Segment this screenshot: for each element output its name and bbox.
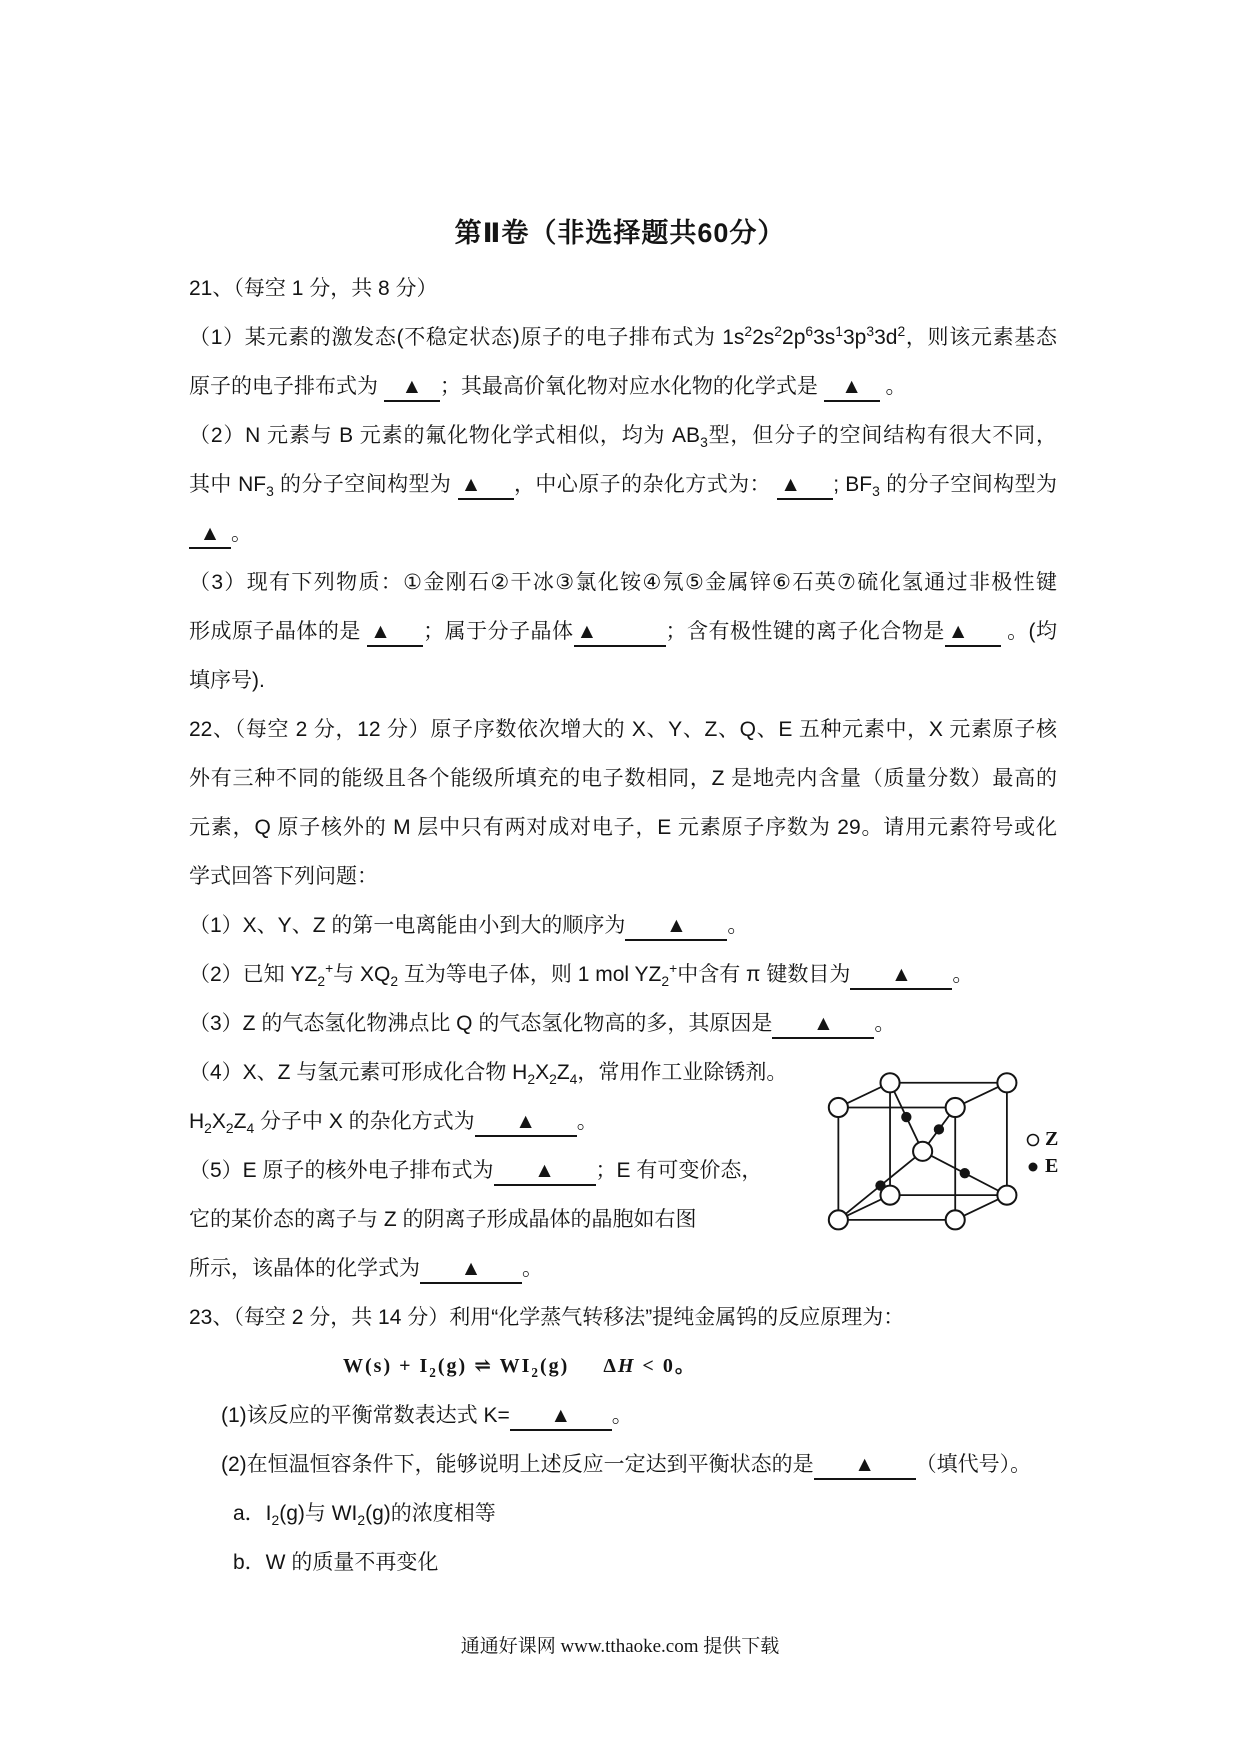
- q21-heading: [189, 264, 1057, 313]
- answer-blank: ▲: [945, 619, 1001, 647]
- corner-atom-z: [946, 1210, 965, 1229]
- text-run: (g)的浓度相等: [365, 1502, 496, 1525]
- section-title: 第Ⅱ卷（非选择题共60分）: [454, 218, 786, 248]
- crystal-cell-figure: [826, 1068, 1026, 1238]
- text-run: 的分子空间构型为: [273, 473, 458, 496]
- text-run: （3）现有下列物质：①金刚石②干冰③氯化铵④氖⑤金属锌⑥石英⑦硫化氢通过非极性键: [189, 571, 1057, 594]
- unit-cell-diagram: [826, 1068, 1026, 1238]
- superscript: 1: [835, 323, 843, 339]
- q23-reaction-equation: [189, 1342, 1057, 1391]
- text-run: W(s) + I: [343, 1355, 430, 1377]
- corner-atom-z: [997, 1073, 1016, 1092]
- text-run: 原子的电子排布式为: [189, 375, 384, 398]
- text-run: 它的某价态的离子与 Z 的阴离子形成晶体的晶胞如右图: [189, 1208, 697, 1231]
- subscript: 2: [225, 1120, 234, 1137]
- text-run: X: [535, 1061, 550, 1084]
- text-run: 学式回答下列问题：: [189, 865, 378, 888]
- answer-blank: ▲: [367, 619, 423, 647]
- corner-atom-z: [829, 1098, 848, 1117]
- atom-e: [901, 1112, 911, 1122]
- text-run: 与 XQ: [333, 963, 391, 986]
- text-run: H: [189, 1110, 205, 1133]
- text-run: 所示，该晶体的化学式为: [189, 1257, 420, 1280]
- text-run: 元素，Q 原子核外的 M 层中只有两对成对电子，E 元素原子序数为 29。请用元素符号或化: [189, 816, 1057, 839]
- legend-label: Z: [1045, 1128, 1059, 1150]
- text-run: ；属于分子晶体: [423, 620, 574, 643]
- answer-blank: ▲: [574, 619, 666, 647]
- subscript: 2: [317, 973, 326, 990]
- answer-blank: ▲: [772, 1011, 874, 1039]
- page-footer: 通通好课网 www.tthaoke.com 提供下载: [460, 1636, 780, 1657]
- text-run: 2p: [782, 326, 806, 349]
- superscript: 2: [774, 323, 783, 339]
- legend-item-e: [1026, 1153, 1070, 1180]
- subscript: 2: [429, 1365, 438, 1380]
- text-run: 22、（每空 2 分，12 分）原子序数依次增大的 X、Y、Z、Q、E 五种元素中，X 元素原子核: [189, 718, 1057, 741]
- text-run: 。: [611, 1404, 633, 1427]
- superscript: +: [669, 960, 678, 976]
- open-circle-icon: [1026, 1133, 1040, 1147]
- subscript: 3: [872, 483, 880, 500]
- text-run: ，则该元素基态: [905, 326, 1058, 349]
- text-run: （填代号）。: [915, 1453, 1032, 1476]
- answer-blank: ▲: [625, 913, 727, 941]
- answer-blank: ▲: [189, 521, 231, 549]
- text-run: ，中心原子的杂化方式为：: [513, 473, 778, 496]
- text-run: （1）某元素的激发态(不稳定状态)原子的电子排布式为 1s: [189, 326, 745, 349]
- text-run: 。: [879, 375, 907, 398]
- subscript: 3: [700, 434, 708, 451]
- atom-e: [934, 1124, 944, 1134]
- text-run: (1)该反应的平衡常数表达式 K=: [221, 1404, 510, 1427]
- q22-intro-line1: [189, 705, 1057, 754]
- filled-circle-icon: [1026, 1160, 1040, 1174]
- q21-part2-line2: [189, 460, 1057, 509]
- q23-part2-line: [189, 1440, 1057, 1489]
- q23-part1-line: [189, 1391, 1057, 1440]
- figure-legend: [1026, 1126, 1070, 1180]
- superscript: +: [325, 960, 334, 976]
- subscript: 3: [266, 483, 274, 500]
- z-atoms: [829, 1073, 1017, 1229]
- text-run: 中含有 π 键数目为: [677, 963, 851, 986]
- text-run: ; BF: [833, 473, 873, 496]
- text-run: ；其最高价氧化物对应水化物的化学式是: [439, 375, 824, 398]
- text-run: 。: [952, 963, 974, 986]
- text-run: 型，但分子的空间结构有很大不同，: [707, 424, 1058, 447]
- text-run: 。: [231, 522, 252, 545]
- text-run: Δ: [603, 1355, 618, 1377]
- answer-blank: ▲: [475, 1109, 577, 1137]
- answer-blank: ▲: [510, 1403, 612, 1431]
- subscript: 2: [531, 1365, 540, 1380]
- text-run: 互为等电子体，则 1 mol YZ: [398, 963, 662, 986]
- text-run: 3d: [874, 326, 898, 349]
- legend-item-z: [1026, 1126, 1070, 1153]
- text-run: （2）已知 YZ: [189, 963, 318, 986]
- atom-e: [875, 1180, 885, 1190]
- text-run: 。: [522, 1257, 543, 1280]
- subscript: 4: [569, 1071, 578, 1088]
- text-run: 21、（每空 1 分，共 8 分）: [189, 277, 438, 300]
- q21-part3-line1: [189, 558, 1057, 607]
- answer-blank: ▲: [814, 1452, 916, 1480]
- text-run: 其中 NF: [189, 473, 267, 496]
- text-run: b．W 的质量不再变化: [233, 1551, 439, 1574]
- text-run: 填序号).: [189, 669, 265, 692]
- q21-part3-line2: [189, 607, 1057, 656]
- text-run: 3p: [843, 326, 867, 349]
- q21-part3-line3: [189, 656, 1057, 705]
- text-run: 。: [727, 914, 749, 937]
- text-run: 的分子空间构型为: [879, 473, 1057, 496]
- q22-part5-line3: [189, 1244, 1057, 1293]
- q22-intro-line2: [189, 754, 1057, 803]
- q21-part2-line1: [189, 411, 1057, 460]
- text-run: 。: [874, 1012, 896, 1035]
- subscript: 2: [661, 973, 670, 990]
- text-run: X: [211, 1110, 226, 1133]
- answer-blank: ▲: [494, 1158, 596, 1186]
- legend-label: E: [1045, 1155, 1059, 1177]
- corner-atom-z: [997, 1186, 1016, 1205]
- answer-blank: ▲: [824, 374, 880, 402]
- text-run: ，常用作工业除锈剂。: [577, 1061, 788, 1084]
- text-run: （1）X、Y、Z 的第一电离能由小到大的顺序为: [189, 914, 626, 937]
- equation-reaction: [343, 1355, 570, 1380]
- subscript: 2: [357, 1512, 366, 1529]
- superscript: 2: [897, 323, 906, 339]
- subscript: 2: [527, 1071, 536, 1088]
- q23-heading: [189, 1293, 1057, 1342]
- text-run: 23、（每空 2 分，共 14 分）利用“化学蒸气转移法”提纯金属钨的反应原理为：: [189, 1306, 905, 1329]
- answer-blank: ▲: [777, 472, 833, 500]
- answer-blank: ▲: [458, 472, 514, 500]
- text-run: 分子中 X 的杂化方式为: [254, 1110, 475, 1133]
- text-run: < 0。: [635, 1355, 697, 1377]
- q21-part1-line1: [189, 313, 1057, 362]
- q22-intro-line4: [189, 852, 1057, 901]
- q22-part3-line: [189, 999, 1057, 1048]
- equation-enthalpy: [603, 1355, 697, 1377]
- corner-atom-z: [946, 1098, 965, 1117]
- text-run: 。(均: [1000, 620, 1058, 643]
- q21-part1-line2: [189, 362, 1057, 411]
- subscript: 2: [549, 1071, 557, 1088]
- text-run: Z: [233, 1110, 247, 1133]
- text-run: （2）N 元素与 B 元素的氟化物化学式相似，均为 AB: [189, 424, 701, 447]
- q23-option-a: [189, 1489, 1057, 1538]
- q22-part1-line: [189, 901, 1057, 950]
- text-run: ；含有极性键的离子化合物是: [665, 620, 945, 643]
- q23-option-b: [189, 1538, 1057, 1587]
- text-run: 。: [576, 1110, 598, 1133]
- subscript: 4: [246, 1120, 255, 1137]
- text-run: （4）X、Z 与氢元素可形成化合物 H: [189, 1061, 528, 1084]
- italic-symbol: H: [617, 1355, 636, 1377]
- answer-blank: ▲: [420, 1256, 522, 1284]
- superscript: 2: [744, 323, 753, 339]
- answer-blank: ▲: [384, 374, 440, 402]
- corner-atom-z: [880, 1073, 899, 1092]
- q22-intro-line3: [189, 803, 1057, 852]
- text-run: 2s: [752, 326, 775, 349]
- subscript: 2: [271, 1512, 280, 1529]
- text-run: (g): [539, 1355, 570, 1377]
- atom-e: [960, 1168, 970, 1178]
- text-run: (2)在恒温恒容条件下，能够说明上述反应一定达到平衡状态的是: [221, 1453, 814, 1476]
- q22-part2-line: [189, 950, 1057, 999]
- subscript: 2: [204, 1120, 212, 1137]
- text-run: (g) ⇌ WI: [437, 1355, 532, 1377]
- answer-blank: ▲: [850, 962, 952, 990]
- text-run: Z: [556, 1061, 570, 1084]
- text-run: ；E 有可变价态，: [595, 1159, 763, 1182]
- question-content: [189, 264, 1057, 1587]
- text-run: （5）E 原子的核外电子排布式为: [189, 1159, 494, 1182]
- text-run: a．I: [233, 1502, 272, 1525]
- corner-atom-z: [829, 1210, 848, 1229]
- text-run: （3）Z 的气态氢化物沸点比 Q 的气态氢化物高的多，其原因是: [189, 1012, 773, 1035]
- subscript: 2: [390, 973, 399, 990]
- text-run: 3s: [813, 326, 836, 349]
- text-run: (g)与 WI: [279, 1502, 358, 1525]
- text-run: 形成原子晶体的是: [189, 620, 368, 643]
- superscript: 3: [866, 323, 875, 339]
- text-run: 外有三种不同的能级且各个能级所填充的电子数相同，Z 是地壳内含量（质量分数）最高的: [189, 767, 1057, 790]
- center-atom-z: [913, 1142, 932, 1161]
- q21-part2-line3: [189, 509, 1057, 558]
- superscript: 6: [805, 323, 814, 339]
